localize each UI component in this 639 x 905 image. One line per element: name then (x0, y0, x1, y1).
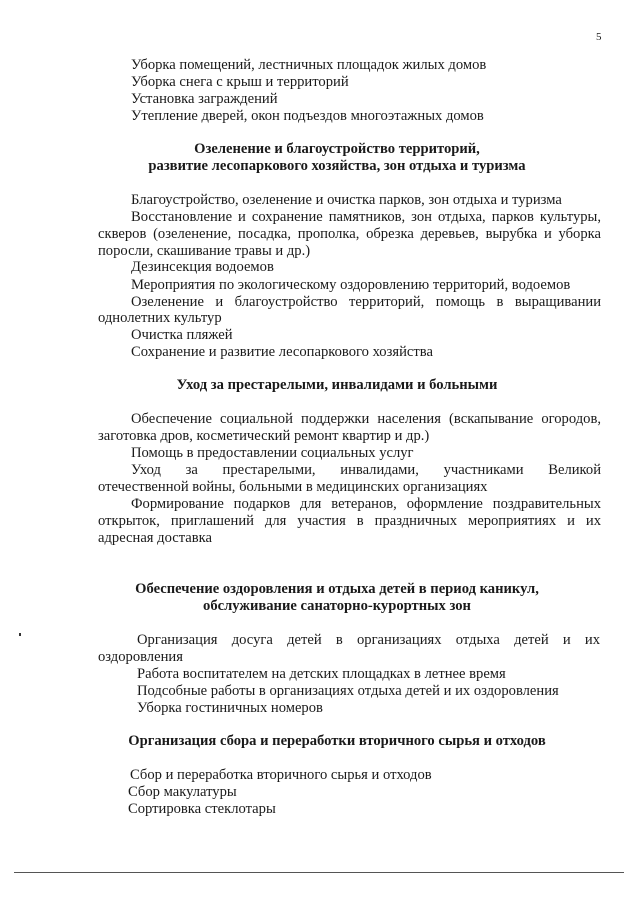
section-heading: Озеленение и благоустройство территорий, (194, 141, 480, 157)
text-line: открыток, приглашений для участия в праздничных мероприятиях и их (98, 513, 601, 529)
text-line: отечественной войны, больными в медицинских организациях (98, 479, 488, 495)
text-line: Уборка гостиничных номеров (137, 700, 323, 716)
page-number: 5 (596, 31, 602, 43)
text-line: Озеленение и благоустройство территорий, помощь в выращивании (131, 294, 601, 310)
text-line: Благоустройство, озеленение и очистка парков, зон отдыха и туризма (131, 192, 562, 208)
text-line: Сбор и переработка вторичного сырья и отходов (130, 767, 432, 783)
text-line: Уход за престарелыми, инвалидами, участниками Великой (131, 462, 601, 478)
text-line: поросли, скашивание травы и др.) (98, 243, 311, 259)
text-line: Установка заграждений (131, 91, 278, 107)
text-line: Сохранение и развитие лесопаркового хозяйства (131, 344, 433, 360)
text-line: однолетних культур (98, 310, 222, 326)
text-line: Восстановление и сохранение памятников, зон отдыха, парков культуры, (131, 209, 601, 225)
text-line: Дезинсекция водоемов (131, 259, 274, 275)
page-bottom-rule (14, 872, 624, 873)
text-line: Помощь в предоставлении социальных услуг (131, 445, 414, 461)
text-line: Сбор макулатуры (128, 784, 237, 800)
text-line: Уборка снега с крыш и территорий (131, 74, 349, 90)
text-line: Подсобные работы в организациях отдыха детей и их оздоровления (137, 683, 559, 699)
text-line: Сортировка стеклотары (128, 801, 276, 817)
text-line: адресная доставка (98, 530, 212, 546)
section-heading: Уход за престарелыми, инвалидами и больными (176, 377, 498, 393)
text-line: заготовка дров, косметический ремонт квартир и др.) (98, 428, 430, 444)
text-line: Работа воспитателем на детских площадках в летнее время (137, 666, 506, 682)
text-line: Организация досуга детей в организациях отдыха детей и их (137, 632, 600, 648)
section-heading: Организация сбора и переработки вторичного сырья и отходов (128, 733, 546, 749)
text-line: скверов (озеленение, посадка, прополка, обрезка деревьев, вырубка и уборка (98, 226, 601, 242)
text-line: Очистка пляжей (131, 327, 233, 343)
text-line: Обеспечение социальной поддержки населения (вскапывание огородов, (131, 411, 601, 427)
scan-mark (19, 633, 21, 636)
text-line: оздоровления (98, 649, 183, 665)
section-heading: развитие лесопаркового хозяйства, зон отдыха и туризма (148, 158, 526, 174)
text-line: Формирование подарков для ветеранов, оформление поздравительных (131, 496, 601, 512)
text-line: Уборка помещений, лестничных площадок жилых домов (131, 57, 487, 73)
section-heading: Обеспечение оздоровления и отдыха детей в период каникул, (135, 581, 539, 597)
section-heading: обслуживание санаторно-курортных зон (203, 598, 471, 614)
text-line: Утепление дверей, окон подъездов многоэтажных домов (131, 108, 484, 124)
text-line: Мероприятия по экологическому оздоровлению территорий, водоемов (131, 277, 571, 293)
